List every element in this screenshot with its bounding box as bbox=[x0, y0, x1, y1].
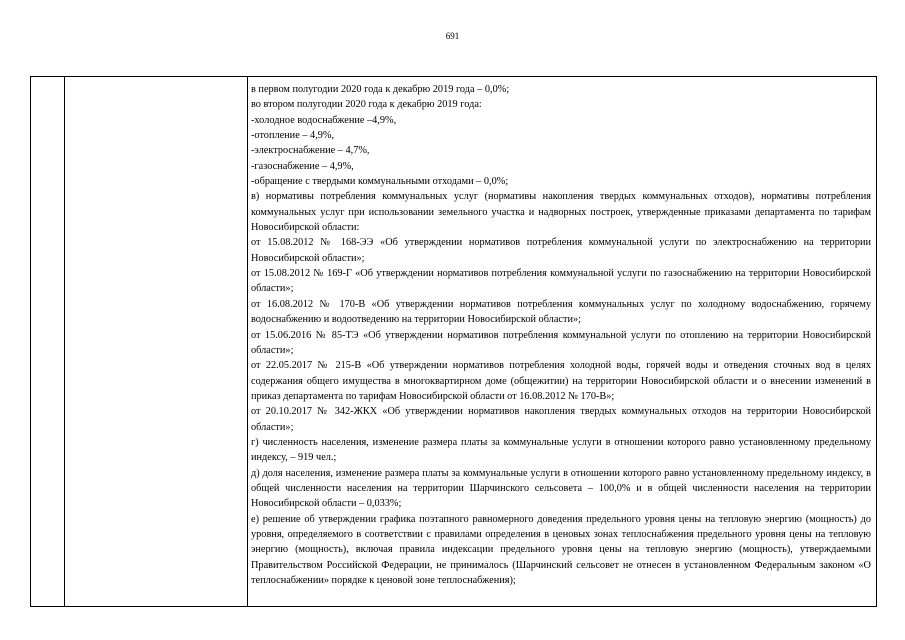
column-divider bbox=[64, 77, 65, 606]
paragraph: -обращение с твердыми коммунальными отходами – 0,0%; bbox=[251, 176, 509, 188]
paragraph: от 15.08.2012 № 168-ЭЭ «Об утверждении нормативов потребления коммунальной услуги по электроснабжению на территории Новосибирской области»; bbox=[251, 237, 871, 264]
paragraph: -холодное водоснабжение –4,9%, bbox=[251, 114, 397, 126]
document-table bbox=[30, 76, 877, 607]
paragraph: г) численность населения, изменение размера платы за коммунальные услуги в отношении которого равно установленному предельному индексу, – 919 чел.; bbox=[251, 436, 871, 464]
paragraph: от 22.05.2017 № 215-В «Об утверждении нормативов потребления холодной воды, горячей воды и отведения сточных вод в целях содержания общего имущества в многоквартирном доме (общежитии) на территории Новосибирской области и о внесении изменений в приказ департамента по тарифам Новосибирской области от 16.08.2012 № 170-В»; bbox=[251, 360, 871, 402]
paragraph: в первом полугодии 2020 года к декабрю 2019 года – 0,0%; bbox=[251, 84, 510, 95]
paragraph: -отопление – 4,9%, bbox=[251, 130, 335, 142]
paragraph: -газоснабжение – 4,9%, bbox=[251, 160, 354, 172]
page-number: 691 bbox=[445, 31, 460, 41]
paragraph: д) доля населения, изменение размера платы за коммунальные услуги в отношении которого равно установленному предельному индексу, в общей численности населения на территории Шарчинского сельсовета – 100,0% и в общей численности населения на территории Новосибирской области – 0,033%; bbox=[251, 467, 871, 510]
paragraph: в) нормативы потребления коммунальных услуг (нормативы накопления твердых коммунальных отходов), нормативы потребления коммунальных услуг при использовании земельного участка и надворных построек, утвержденные приказами департамента по тарифам Новосибирской области: bbox=[251, 191, 871, 234]
paragraph: от 15.06.2016 № 85-ТЭ «Об утверждении нормативов потребления коммунальной услуги по отоплению на территории Новосибирской области»; bbox=[251, 329, 871, 356]
paragraph: от 16.08.2012 № 170-В «Об утверждении нормативов потребления коммунальных услуг по холодному водоснабжению, горячему водоснабжению и водоотведению на территории Новосибирской области»; bbox=[251, 298, 871, 326]
paragraph: от 20.10.2017 № 342-ЖКХ «Об утверждении нормативов накопления твердых коммунальных отходов на территории Новосибирской области»; bbox=[251, 406, 871, 433]
paragraph: во втором полугодии 2020 года к декабрю 2019 года: bbox=[251, 99, 482, 111]
paragraph: -электроснабжение – 4,7%, bbox=[251, 145, 370, 157]
paragraph: от 15.08.2012 № 169-Г «Об утверждении нормативов потребления коммунальной услуги по газоснабжению на территории Новосибирской области»; bbox=[251, 268, 871, 295]
paragraph: е) решение об утверждении графика поэтапного равномерного доведения предельного уровня цены на тепловую энергию (мощность) до уровня, определяемого в соответствии с правилами определения в ценовых зонах теплоснабжения предельного уровня цены на тепловую энергию (мощность), включая правила индексации предельного уровня цены на тепловую энергию (мощность), утверждаемыми Правительством Российской Федерации, не принималось (Шарчинский сельсовет не отнесен в установленном Федеральным законом «О теплоснабжении» порядке к ценовой зоне теплоснабжения); bbox=[251, 513, 871, 586]
column-divider bbox=[247, 77, 248, 606]
table-cell-content bbox=[251, 82, 871, 588]
